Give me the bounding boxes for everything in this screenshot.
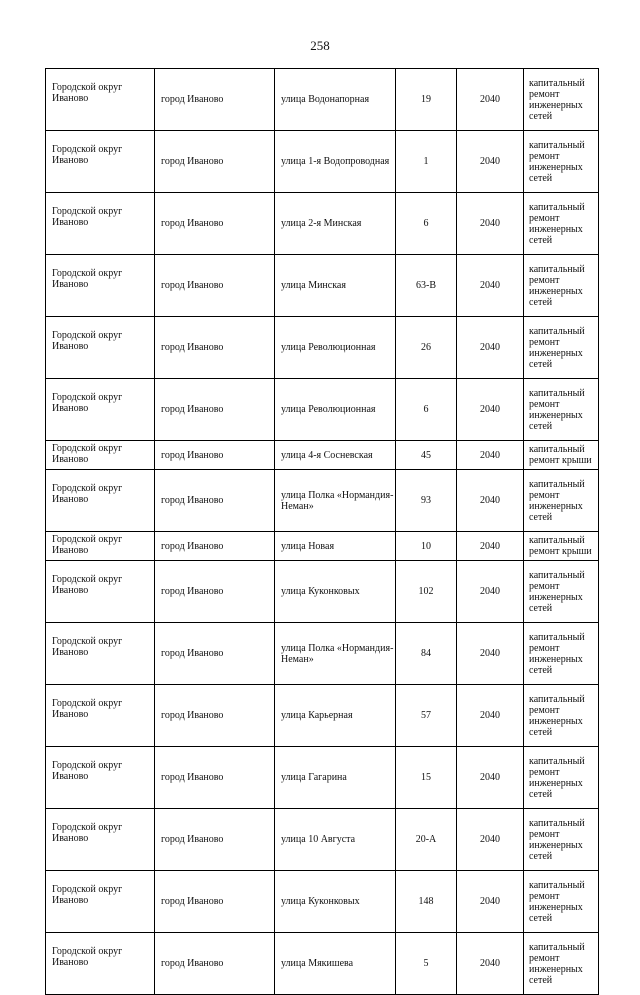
housing-repair-table [45,68,599,995]
district-cell: Городской округ Иваново [46,255,155,317]
settlement-cell: город Иваново [155,871,275,933]
house-number-cell: 102 [396,561,457,623]
table-row [46,317,599,379]
street-cell: улица 10 Августа [275,809,396,871]
work-type-cell: капитальный ремонт инженерных сетей [524,685,599,747]
year-cell: 2040 [457,441,524,470]
street-cell: улица Минская [275,255,396,317]
street-cell: улица Карьерная [275,685,396,747]
year-cell: 2040 [457,193,524,255]
settlement-cell: город Иваново [155,561,275,623]
settlement-cell: город Иваново [155,255,275,317]
table-row [46,933,599,995]
year-cell: 2040 [457,317,524,379]
work-type-cell: капитальный ремонт инженерных сетей [524,255,599,317]
district-cell: Городской округ Иваново [46,933,155,995]
year-cell: 2040 [457,255,524,317]
house-number-cell: 63-В [396,255,457,317]
street-cell: улица Революционная [275,317,396,379]
house-number-cell: 19 [396,69,457,131]
table-row [46,623,599,685]
district-cell: Городской округ Иваново [46,69,155,131]
house-number-cell: 84 [396,623,457,685]
work-type-cell: капитальный ремонт инженерных сетей [524,561,599,623]
table-row [46,255,599,317]
settlement-cell: город Иваново [155,317,275,379]
district-cell: Городской округ Иваново [46,193,155,255]
settlement-cell: город Иваново [155,441,275,470]
year-cell: 2040 [457,623,524,685]
settlement-cell: город Иваново [155,623,275,685]
street-cell: улица 4-я Сосневская [275,441,396,470]
settlement-cell: город Иваново [155,69,275,131]
table-row [46,561,599,623]
work-type-cell: капитальный ремонт инженерных сетей [524,747,599,809]
street-cell: улица Революционная [275,379,396,441]
settlement-cell: город Иваново [155,470,275,532]
district-cell: Городской округ Иваново [46,470,155,532]
year-cell: 2040 [457,561,524,623]
house-number-cell: 1 [396,131,457,193]
street-cell: улица Гагарина [275,747,396,809]
year-cell: 2040 [457,871,524,933]
district-cell: Городской округ Иваново [46,623,155,685]
table-row [46,69,599,131]
district-cell: Городской округ Иваново [46,379,155,441]
table-row [46,193,599,255]
district-cell: Городской округ Иваново [46,871,155,933]
street-cell: улица Мякишева [275,933,396,995]
table-row [46,131,599,193]
work-type-cell: капитальный ремонт инженерных сетей [524,317,599,379]
house-number-cell: 45 [396,441,457,470]
house-number-cell: 20-А [396,809,457,871]
settlement-cell: город Иваново [155,193,275,255]
year-cell: 2040 [457,747,524,809]
year-cell: 2040 [457,532,524,561]
work-type-cell: капитальный ремонт инженерных сетей [524,131,599,193]
table-row [46,379,599,441]
street-cell: улица Куконковых [275,561,396,623]
table-row [46,809,599,871]
settlement-cell: город Иваново [155,685,275,747]
district-cell: Городской округ Иваново [46,532,155,561]
settlement-cell: город Иваново [155,131,275,193]
year-cell: 2040 [457,685,524,747]
year-cell: 2040 [457,379,524,441]
work-type-cell: капитальный ремонт инженерных сетей [524,470,599,532]
table-row [46,441,599,470]
settlement-cell: город Иваново [155,809,275,871]
house-number-cell: 5 [396,933,457,995]
table-row [46,871,599,933]
table-row [46,470,599,532]
page-number: 258 [310,38,330,53]
street-cell: улица Водонапорная [275,69,396,131]
street-cell: улица Куконковых [275,871,396,933]
settlement-cell: город Иваново [155,379,275,441]
district-cell: Городской округ Иваново [46,809,155,871]
street-cell: улица 1-я Водопроводная [275,131,396,193]
year-cell: 2040 [457,69,524,131]
work-type-cell: капитальный ремонт инженерных сетей [524,69,599,131]
street-cell: улица Полка «Нормандия-Неман» [275,470,396,532]
year-cell: 2040 [457,470,524,532]
work-type-cell: капитальный ремонт крыши [524,441,599,470]
settlement-cell: город Иваново [155,933,275,995]
work-type-cell: капитальный ремонт инженерных сетей [524,623,599,685]
district-cell: Городской округ Иваново [46,317,155,379]
year-cell: 2040 [457,933,524,995]
settlement-cell: город Иваново [155,532,275,561]
table-row [46,747,599,809]
house-number-cell: 57 [396,685,457,747]
district-cell: Городской округ Иваново [46,441,155,470]
work-type-cell: капитальный ремонт инженерных сетей [524,871,599,933]
house-number-cell: 6 [396,379,457,441]
settlement-cell: город Иваново [155,747,275,809]
house-number-cell: 10 [396,532,457,561]
street-cell: улица Новая [275,532,396,561]
house-number-cell: 148 [396,871,457,933]
work-type-cell: капитальный ремонт инженерных сетей [524,933,599,995]
work-type-cell: капитальный ремонт инженерных сетей [524,193,599,255]
year-cell: 2040 [457,131,524,193]
work-type-cell: капитальный ремонт инженерных сетей [524,379,599,441]
district-cell: Городской округ Иваново [46,747,155,809]
house-number-cell: 6 [396,193,457,255]
street-cell: улица Полка «Нормандия-Неман» [275,623,396,685]
district-cell: Городской округ Иваново [46,685,155,747]
district-cell: Городской округ Иваново [46,561,155,623]
street-cell: улица 2-я Минская [275,193,396,255]
district-cell: Городской округ Иваново [46,131,155,193]
work-type-cell: капитальный ремонт крыши [524,532,599,561]
house-number-cell: 15 [396,747,457,809]
table-row [46,532,599,561]
house-number-cell: 93 [396,470,457,532]
work-type-cell: капитальный ремонт инженерных сетей [524,809,599,871]
year-cell: 2040 [457,809,524,871]
table-row [46,685,599,747]
house-number-cell: 26 [396,317,457,379]
